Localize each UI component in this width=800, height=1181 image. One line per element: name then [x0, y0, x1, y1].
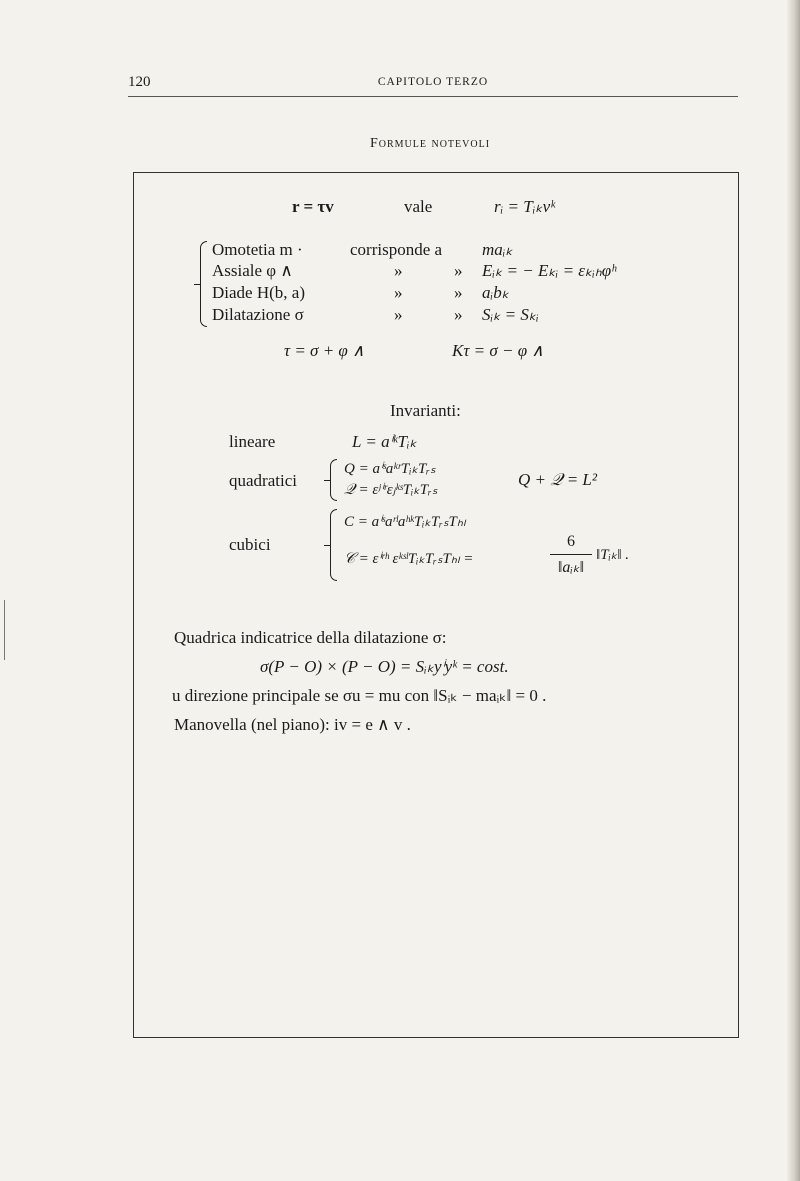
line1-word: vale	[404, 197, 433, 216]
cubic-brace	[330, 509, 337, 581]
ditto-a-1: »	[394, 261, 403, 280]
case-result-3: aᵢbₖ	[482, 283, 509, 302]
quadratic-relation: Q + 𝒬 = L²	[518, 470, 597, 489]
cubic-formula-2: 𝒞 = εⁱʳʰ εᵏˢˡTᵢₖTᵣₛTₕₗ =	[344, 551, 474, 567]
case-verb: corrisponde a	[350, 240, 443, 259]
ditto-b-1: »	[454, 261, 463, 280]
crank-formula: Manovella (nel piano): iv = e ∧ v .	[174, 715, 411, 734]
cubic-label: cubici	[229, 535, 271, 554]
section-title: Formule notevoli	[369, 136, 491, 151]
case-result-2: Eᵢₖ = − Eₖᵢ = εₖᵢₕφʰ	[482, 261, 617, 280]
ditto-a-2: »	[394, 283, 403, 302]
quadratic-label: quadratici	[229, 471, 297, 490]
decomposition-right: Kτ = σ − φ ∧	[452, 341, 544, 360]
line1-right: rᵢ = Tᵢₖvᵏ	[494, 197, 555, 216]
quadratic-formula-1: Q = aⁱˢaᵏʳTᵢₖTᵣₛ	[344, 461, 436, 477]
ditto-a-3: »	[394, 305, 403, 324]
margin-mark	[4, 600, 5, 660]
page-number: 120	[128, 74, 151, 90]
case-label-2: Assiale φ ∧	[212, 261, 293, 280]
principal-direction: u direzione principale se σu = mu con ‖Sᵢₖ − maᵢₖ‖ = 0 .	[172, 686, 547, 705]
line1-left: r = τv	[292, 197, 334, 216]
cases-brace	[200, 241, 207, 327]
page-edge-shadow	[786, 0, 800, 1181]
case-label-4: Dilatazione σ	[212, 305, 304, 324]
cubic-formula-1: C = aⁱˢaʳˡaʰᵏTᵢₖTᵣₛTₕₗ	[344, 514, 466, 530]
linear-formula: L = aⁱᵏTᵢₖ	[352, 432, 417, 451]
quadric-equation: σ(P − O) × (P − O) = Sᵢₖyⁱyᵏ = cost.	[260, 657, 509, 676]
case-label-1: Omotetia m ·	[212, 240, 303, 259]
cubic-numerator: 6	[567, 533, 575, 550]
case-result-1: maᵢₖ	[482, 240, 513, 259]
cubic-tail: ‖Tᵢₖ‖ .	[596, 547, 630, 563]
invariants-heading: Invarianti:	[390, 401, 461, 420]
formula-box	[133, 172, 739, 1038]
quadric-title: Quadrica indicatrice della dilatazione σ:	[174, 628, 447, 647]
running-head	[128, 74, 738, 97]
decomposition-left: τ = σ + φ ∧	[284, 341, 365, 360]
cubic-denominator: ‖aᵢₖ‖	[557, 559, 585, 576]
quadratic-formula-2: 𝒬 = εʲⁱʳεⱼᵏˢTᵢₖTᵣₛ	[344, 482, 438, 498]
chapter-title: CAPITOLO TERZO	[377, 76, 489, 88]
case-result-4: Sᵢₖ = Sₖᵢ	[482, 305, 539, 324]
linear-label: lineare	[229, 432, 276, 451]
ditto-b-3: »	[454, 305, 463, 324]
case-label-3: Diade H(b, a)	[212, 283, 305, 302]
ditto-b-2: »	[454, 283, 463, 302]
quadratic-brace	[330, 459, 337, 501]
cubic-fraction-bar	[550, 554, 592, 555]
